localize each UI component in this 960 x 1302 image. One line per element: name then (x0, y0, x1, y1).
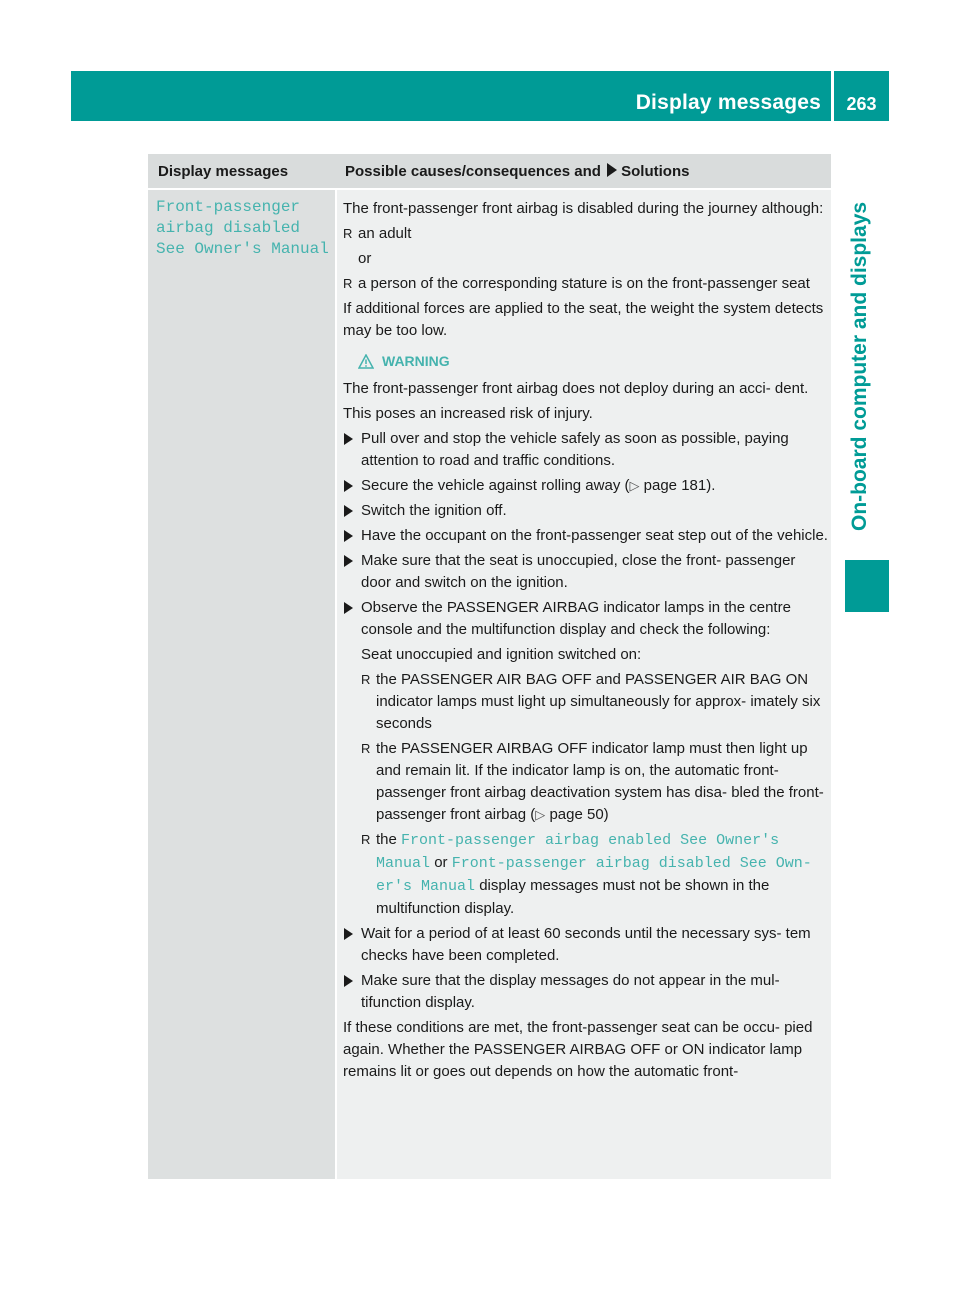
check-text: display messages must not be shown in the multifunction display. (376, 877, 770, 917)
intro-text: The front-passenger front airbag is disabled during the journey although: (343, 200, 824, 217)
display-message-inline: Front-passenger airbag disabled See Own‐ er's Manual (376, 855, 812, 895)
check-text: the (376, 831, 397, 848)
arrow-right-icon (344, 555, 353, 567)
display-message-inline: Front-passenger airbag enabled See Owner's Manual (376, 832, 780, 872)
message-line: airbag disabled (156, 219, 301, 237)
check-text: the PASSENGER AIR BAG OFF and PASSENGER AIR BAG ON indicator lamps must light up simultaneously for approx- imately six seconds (376, 671, 821, 732)
action-text: Secure the vehicle against rolling away ( (361, 477, 630, 494)
action-item (343, 550, 829, 594)
bullet-icon: R (361, 741, 371, 756)
list-item (343, 273, 829, 295)
check-item (343, 669, 829, 735)
forces-text: If additional forces are applied to the seat, the weight the system detects may be too low. (343, 300, 824, 339)
arrow-right-icon (344, 975, 353, 987)
message-line: See Owner's Manual (156, 240, 329, 258)
bullet-icon: R (343, 276, 353, 291)
warning-label: WARNING (382, 353, 450, 369)
col-header-messages: Display messages (148, 154, 335, 188)
bullet-icon: R (361, 672, 371, 687)
page-ref-icon: ▷ (629, 478, 640, 493)
action-text: Make sure that the display messages do not appear in the mul- tifunction display. (361, 972, 780, 1011)
action-text: Have the occupant on the front-passenger seat step out of the vehicle. (361, 527, 828, 544)
arrow-right-icon (344, 505, 353, 517)
warning-heading (343, 350, 829, 372)
bullet-icon: R (361, 832, 371, 847)
page-ref-icon: ▷ (535, 807, 546, 822)
list-item-text: a person of the corresponding stature is on the front-passenger seat (358, 275, 810, 292)
check-text: or (434, 854, 448, 871)
page-number: 263 (846, 94, 877, 114)
display-message (156, 197, 329, 260)
risk-text: This poses an increased risk of injury. (343, 405, 593, 422)
arrow-right-icon (607, 163, 617, 177)
seat-state-text: Seat unoccupied and ignition switched on: (361, 646, 642, 663)
action-item (343, 923, 829, 967)
page-number-box (834, 71, 889, 121)
arrow-right-icon (344, 530, 353, 542)
header-bar (71, 71, 831, 121)
action-text: Pull over and stop the vehicle safely as soon as possible, paying attention to road and traffic conditions. (361, 430, 789, 469)
or-text: or (358, 250, 372, 267)
closing-text: If these conditions are met, the front-passenger seat can be occu- pied again. Whether the PASSENGER AIRBAG OFF or ON indicator lamp remains lit or goes out depends on how the automatic front- (343, 1019, 813, 1080)
check-text: the PASSENGER AIRBAG OFF indicator lamp must then light up and remain lit. If the indicator lamp is on, the automatic front-passenger front airbag deactivation system has disa- bled the front-passenger front airbag ( (376, 740, 824, 823)
warning-text: The front-passenger front airbag does not deploy during an acci- dent. (343, 380, 809, 397)
action-text: Switch the ignition off. (361, 502, 507, 519)
side-tab-label: On-board computer and displays (848, 201, 871, 531)
col-header-solutions (335, 154, 831, 188)
warning-icon (358, 354, 374, 369)
message-line: Front-passenger (156, 198, 301, 216)
arrow-right-icon (344, 602, 353, 614)
action-item (343, 500, 829, 522)
action-text: Wait for a period of at least 60 seconds until the necessary sys- tem checks have been completed. (361, 925, 811, 964)
list-item-text: an adult (358, 225, 412, 242)
page-reference[interactable]: page 50) (549, 806, 609, 823)
action-item (343, 475, 829, 497)
action-item (343, 428, 829, 472)
col-header-solutions-a: Possible causes/consequences and (345, 163, 601, 180)
action-item (343, 525, 829, 547)
action-text: Make sure that the seat is unoccupied, close the front- passenger door and switch on the ignition. (361, 552, 796, 591)
display-messages-table (148, 154, 831, 1179)
list-item (343, 223, 829, 245)
check-item (343, 738, 829, 826)
page-title: Display messages (635, 91, 821, 114)
check-item (343, 829, 829, 920)
solution-text (343, 198, 829, 1086)
col-header-solutions-b: Solutions (621, 163, 690, 180)
arrow-right-icon (344, 433, 353, 445)
arrow-right-icon (344, 480, 353, 492)
messages-column (148, 190, 335, 1179)
action-text: Observe the PASSENGER AIRBAG indicator lamps in the centre console and the multifunction display and check the following: (361, 599, 791, 638)
side-tab-block (845, 560, 889, 612)
page-reference[interactable]: page 181). (643, 477, 716, 494)
action-item (343, 970, 829, 1014)
arrow-right-icon (344, 928, 353, 940)
bullet-icon: R (343, 226, 353, 241)
action-item (343, 597, 829, 641)
